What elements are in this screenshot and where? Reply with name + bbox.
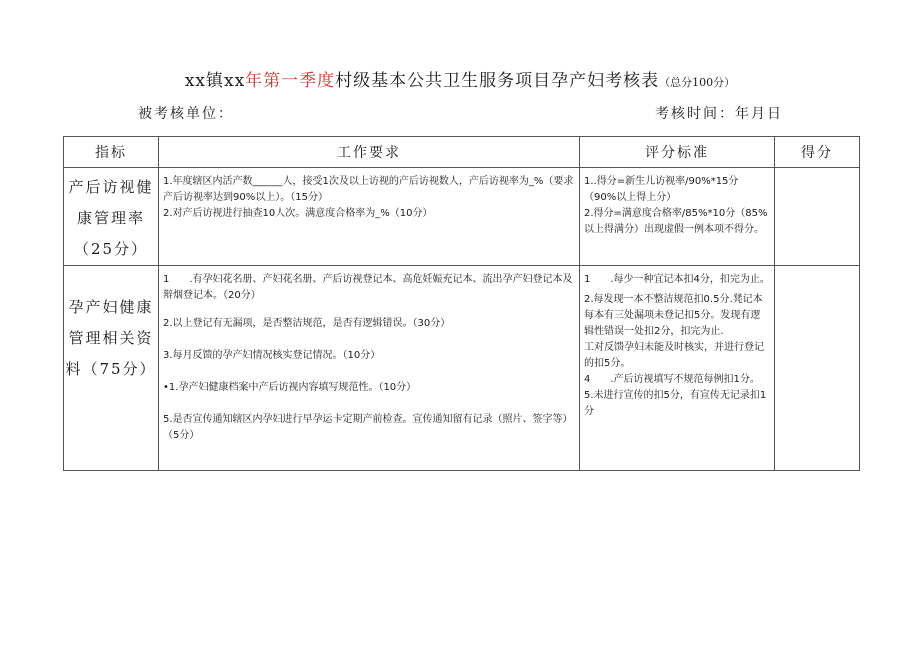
header-requirements: 工作要求 bbox=[159, 137, 580, 168]
assessment-table bbox=[63, 136, 860, 471]
standard-item: 2.得分=满意度合格率/85%*10分（85%以上得满分）出现虚假一例本项不得分。 bbox=[584, 208, 768, 235]
assessed-unit-label: 被考核单位： bbox=[138, 106, 234, 122]
standard-item: 1 .每少一种宜记本扣4分，扣完为止。 bbox=[584, 274, 770, 285]
header-standards: 评分标准 bbox=[580, 137, 775, 168]
requirement-item: 1 .有孕妇花名册、产妇花名册、产后访视登记本、高危妊娠充记本、流出孕产妇登记本及辩烟登记本。（20分） bbox=[163, 274, 573, 301]
indicator-cell: 孕产妇健康管理相关资料（75分） bbox=[64, 266, 159, 471]
standards-cell bbox=[580, 168, 775, 266]
standard-item: 1..得分=新生儿访视率/90%*15分（90%以上得上分） bbox=[584, 176, 739, 203]
title-period: 年第一季度 bbox=[245, 71, 336, 91]
requirement-item: 2.对产后访视进行抽查10人次。满意度合格率为_%（10分） bbox=[163, 208, 433, 219]
standard-item: 5.未进行宣传的扣5分，有宣传无记录扣1分 bbox=[584, 390, 767, 417]
title-main: 村级基本公共卫生服务项目孕产妇考核表 bbox=[335, 71, 660, 91]
standards-cell bbox=[580, 266, 775, 471]
table-row bbox=[64, 168, 860, 266]
header-score: 得分 bbox=[775, 137, 860, 168]
score-cell[interactable] bbox=[775, 266, 860, 471]
indicator-cell: 产后访视健康管理率（25分） bbox=[64, 168, 159, 266]
requirements-cell bbox=[159, 168, 580, 266]
requirements-cell bbox=[159, 266, 580, 471]
table-header-row bbox=[64, 137, 860, 168]
title-town: xx镇xx bbox=[184, 71, 246, 91]
score-cell[interactable] bbox=[775, 168, 860, 266]
assessment-time-label: 考核时间：年月日 bbox=[655, 106, 783, 122]
standard-item: 工对反馈孕妇未能及时核实，并进行登记的扣5分。 bbox=[584, 342, 764, 369]
requirement-item: •1.孕产妇健康档案中产后访视内容填写规范性。（10分） bbox=[163, 382, 417, 393]
page-title bbox=[0, 66, 920, 91]
header-indicator: 指标 bbox=[64, 137, 159, 168]
requirement-item: 1.年度辖区内活产数______人，接受1次及以上访视的产后访视数人，产后访视率为_%（要求产后访视率达到90%以上）。（15分） bbox=[163, 176, 574, 203]
standard-item: 4 .产后访视填写不规范每例扣1分。 bbox=[584, 374, 760, 385]
standard-item: 2.每发现一本不整洁规范扣0.5分.凳记本每本有三处漏项未登记扣5分。发现有逻辑性错误一处扣2分，扣完为止. bbox=[584, 294, 763, 337]
requirement-item: 2.以上登记有无漏项，是否整洁规范，是否有逻辑错误。（30分） bbox=[163, 318, 451, 329]
requirement-item: 3.每月反馈的孕产妇情况核实登记情况。（10分） bbox=[163, 350, 381, 361]
requirement-item: 5.是否宣传通知辖区内孕妇进行早孕运卡定期产前检查。宣传通知留有记录（照片、签字等）（5分） bbox=[163, 414, 573, 441]
title-total-note: （总分100分） bbox=[659, 76, 736, 89]
table-row bbox=[64, 266, 860, 471]
